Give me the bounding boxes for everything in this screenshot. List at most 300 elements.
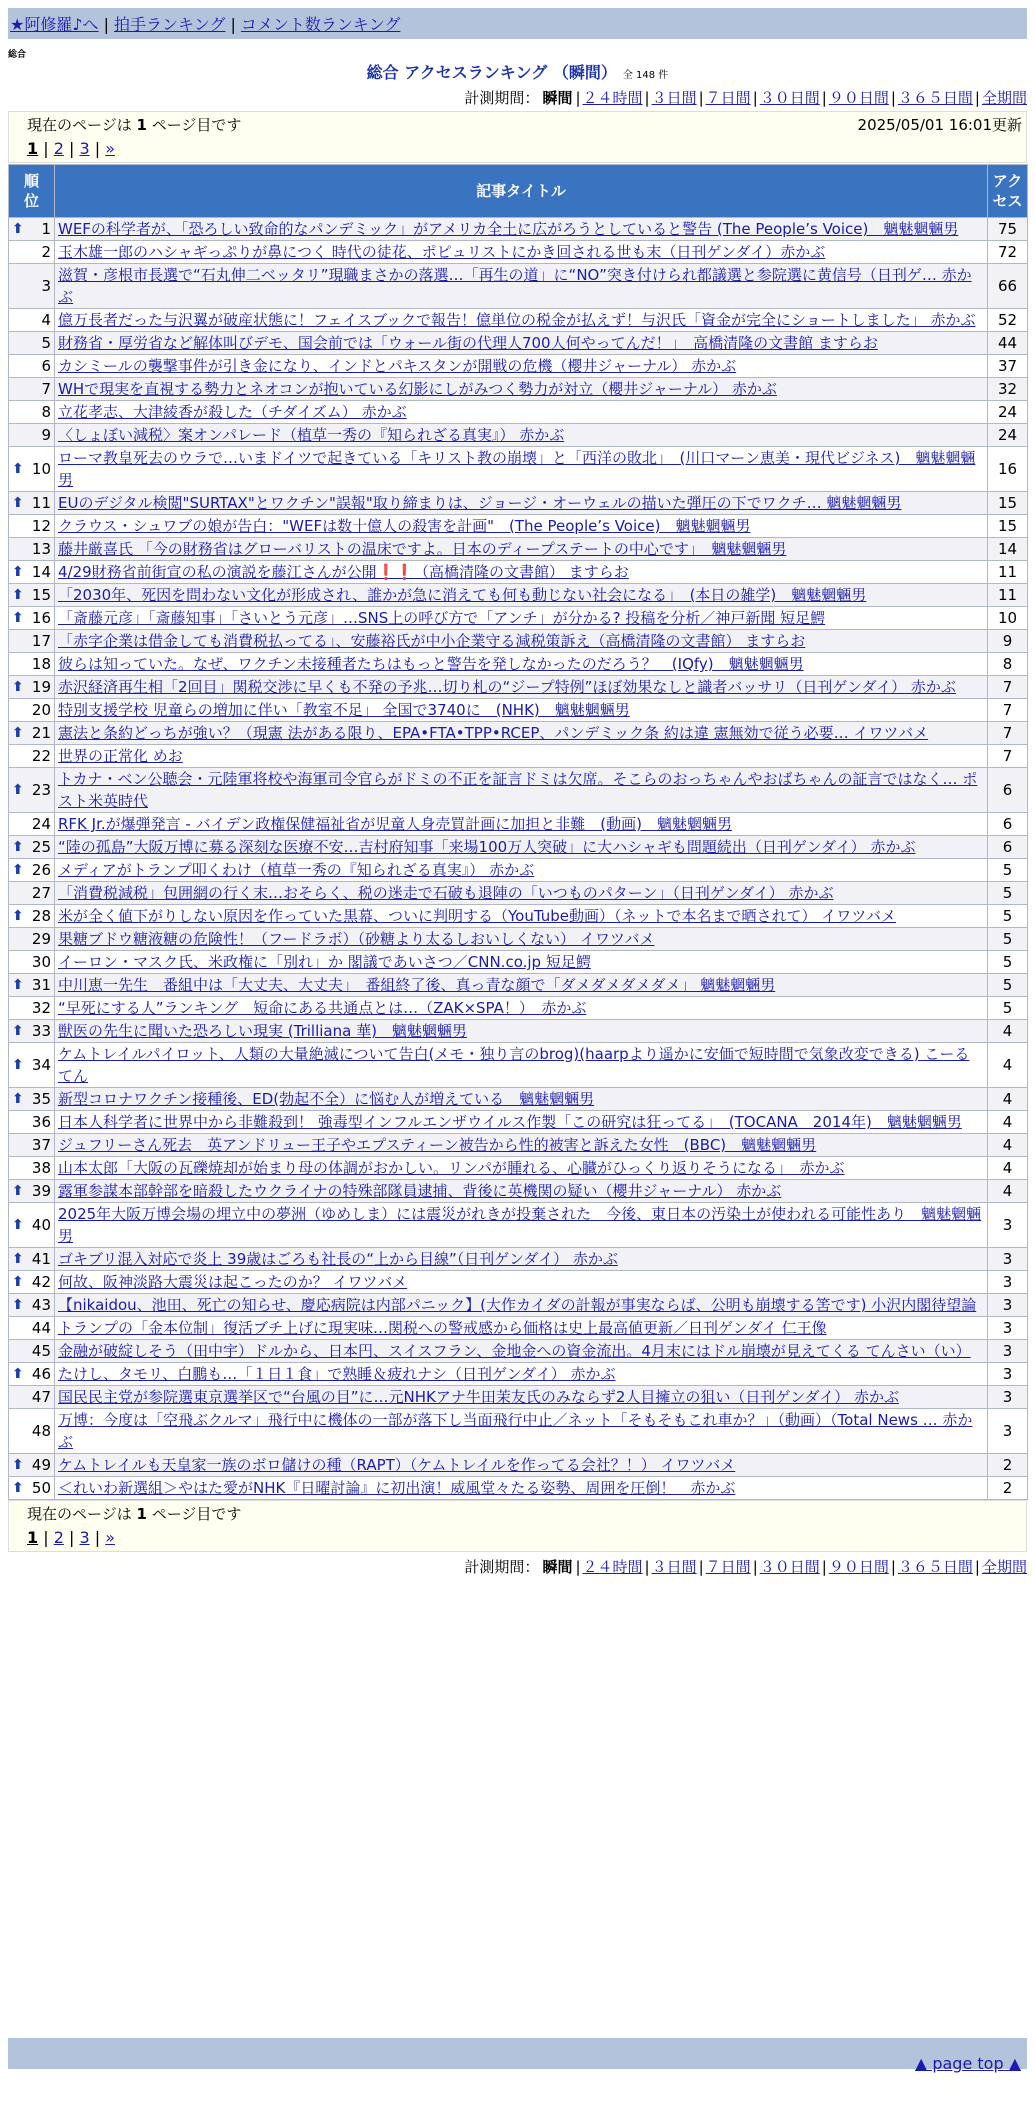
table-row <box>9 997 1028 1020</box>
table-row <box>9 264 1028 309</box>
rank-number: 46 <box>31 1365 51 1383</box>
article-link[interactable]: 「赤字企業は借金しても消費税払ってる」、安藤裕氏が中小企業守る減税策訴え（高橋清隆の文書館） ますらお <box>58 632 806 650</box>
rank-number: 33 <box>31 1022 51 1040</box>
up-arrow-icon: ⬆ <box>12 610 24 626</box>
up-arrow-icon: ⬆ <box>12 839 24 855</box>
title-cell <box>55 1363 988 1386</box>
table-row <box>9 332 1028 355</box>
ranking-title: 総合 アクセスランキング （瞬間） <box>366 63 617 82</box>
access-count: 11 <box>988 561 1028 584</box>
rank-number: 43 <box>31 1296 51 1314</box>
access-count: 5 <box>988 951 1028 974</box>
title-cell <box>55 1088 988 1111</box>
rank-header: 順位 <box>9 165 55 218</box>
rank-number: 21 <box>31 724 51 742</box>
rank-cell <box>9 630 55 653</box>
title-cell <box>55 1454 988 1477</box>
article-link[interactable]: ＜れいわ新選組＞やはた愛がNHK『日曜討論』に初出演！威風堂々たる姿勢、周囲を圧倒！ 赤かぶ <box>58 1479 736 1497</box>
rank-number: 47 <box>31 1388 51 1406</box>
title-cell <box>55 607 988 630</box>
rank-number: 13 <box>31 540 51 558</box>
title-cell <box>55 882 988 905</box>
access-header: アクセス <box>988 165 1028 218</box>
title-cell <box>55 1157 988 1180</box>
access-count: 75 <box>988 218 1028 241</box>
table-row <box>9 1134 1028 1157</box>
rank-cell <box>9 584 55 607</box>
article-link[interactable]: EUのデジタル検閲"SURTAX"とワクチン"誤報"取り締まりは、ジョージ・オーウェルの描いた弾圧の下でワクチ… 魑魅魍魎男 <box>58 494 902 512</box>
table-row <box>9 1111 1028 1134</box>
article-link[interactable]: たけし、タモリ、白鵬も…「１日１食」で熟睡＆疲れナシ（日刊ゲンダイ） 赤かぶ <box>58 1365 616 1383</box>
table-row <box>9 905 1028 928</box>
up-arrow-icon: ⬆ <box>12 461 24 477</box>
rank-number: 8 <box>41 403 51 421</box>
table-row <box>9 951 1028 974</box>
rank-number: 31 <box>31 976 51 994</box>
rank-cell <box>9 401 55 424</box>
article-link[interactable]: 「斎藤元彦」「斎藤知事」「さいとう元彦」…SNS上の呼び方で「アンチ」が分かる? 投稿を分析／神戸新聞 短足鰐 <box>58 609 826 627</box>
footer-bar <box>8 2038 1027 2069</box>
article-link[interactable]: 【nikaidou、池田、死亡の知らせ、慶応病院は内部パニック】(大作カイダの計報が事実ならば、公明も崩壊する筈です) 小沢内閣待望論 <box>58 1296 977 1314</box>
title-cell <box>55 1294 988 1317</box>
table-row <box>9 1043 1028 1088</box>
table-row <box>9 1340 1028 1363</box>
period-link[interactable]: ２４時間 <box>582 89 643 107</box>
page-info-number: 1 <box>136 116 147 134</box>
period-label: 計測期間： <box>464 89 540 107</box>
rank-number: 30 <box>31 953 51 971</box>
table-row <box>9 1477 1028 1500</box>
up-arrow-icon: ⬆ <box>12 782 24 798</box>
article-link[interactable]: 2025年大阪万博会場の埋立中の夢洲（ゆめしま）には震災がれきが投棄された 今後、東日本の汚染土が使われる可能性あり 魑魅魍魎男 <box>58 1205 982 1245</box>
comment-ranking-link[interactable]: コメント数ランキング <box>240 15 401 34</box>
title-cell <box>55 1203 988 1248</box>
title-cell <box>55 1271 988 1294</box>
rank-number: 17 <box>31 632 51 650</box>
pagination: 1 | 2 | 3 | » <box>27 1528 115 1547</box>
up-arrow-icon: ⬆ <box>12 1057 24 1073</box>
rank-cell <box>9 1157 55 1180</box>
rank-cell <box>9 882 55 905</box>
rank-cell <box>9 1134 55 1157</box>
rank-cell <box>9 1409 55 1454</box>
table-row <box>9 1157 1028 1180</box>
access-count: 6 <box>988 813 1028 836</box>
rank-cell <box>9 447 55 492</box>
period-link[interactable]: ３０日間 <box>759 1558 820 1576</box>
rank-number: 32 <box>31 999 51 1017</box>
title-cell <box>55 653 988 676</box>
up-arrow-icon: ⬆ <box>12 908 24 924</box>
page-link[interactable]: 2 <box>53 139 64 158</box>
article-link[interactable]: 果糖ブドウ糖液糖の危険性！（フードラボ）（砂糖より太るしおいしくない） イワツバメ <box>58 930 655 948</box>
rank-cell <box>9 515 55 538</box>
rank-number: 45 <box>31 1342 51 1360</box>
rank-cell <box>9 1477 55 1500</box>
rank-cell <box>9 1111 55 1134</box>
article-link[interactable]: 特別支援学校 児童らの増加に伴い「教室不足」 全国で3740に (NHK) 魑魅魍魎男 <box>58 701 630 719</box>
table-row <box>9 859 1028 882</box>
rank-cell <box>9 1248 55 1271</box>
article-link[interactable]: 新型コロナワクチン接種後、ED(勃起不全）に悩む人が増えている 魑魅魍魎男 <box>58 1090 595 1108</box>
table-row <box>9 355 1028 378</box>
article-link[interactable]: 中川恵一先生 番組中は「大丈夫、大丈夫」 番組終了後、真っ青な顔で「ダメダメダメダメ」 魑魅魍魎男 <box>58 976 776 994</box>
ranking-title-area <box>0 60 1035 83</box>
access-count: 5 <box>988 905 1028 928</box>
period-link[interactable]: 全期間 <box>981 1558 1027 1576</box>
rank-cell <box>9 1020 55 1043</box>
article-link[interactable]: 金融が破綻しそう（田中宇）ドルから、日本円、スイスフラン、金地金への資金流出。4月末にはドル崩壊が見えてくる てんさい（い） <box>58 1342 971 1360</box>
rank-cell <box>9 905 55 928</box>
access-count: 15 <box>988 492 1028 515</box>
up-arrow-icon: ⬆ <box>12 1217 24 1233</box>
rank-cell <box>9 653 55 676</box>
table-row <box>9 218 1028 241</box>
article-link[interactable]: ケムトレイルパイロット、人類の大量絶滅について告白(メモ・独り言のbrog)(haarpより遥かに安価で短時間で気象改変できる) こーるてん <box>58 1045 970 1085</box>
up-arrow-icon: ⬆ <box>12 1457 24 1473</box>
access-count: 8 <box>988 653 1028 676</box>
up-arrow-icon: ⬆ <box>12 1480 24 1496</box>
article-link[interactable]: トカナ・ベン公聴会・元陸軍将校や海軍司令官らがドミの不正を証言ドミは欠席。そこらのおっちゃんやおばちゃんの証言ではなく… ポスト米英時代 <box>58 770 978 810</box>
period-link[interactable]: ３日間 <box>651 1558 697 1576</box>
article-link[interactable]: 藤井厳喜氏 「今の財務省はグローバリストの温床ですよ。日本のディープステートの中心です」 魑魅魍魎男 <box>58 540 787 558</box>
rank-cell <box>9 1386 55 1409</box>
article-link[interactable]: 4/29財務省前街宣の私の演説を藤江さんが公開❗❗（高橋清隆の文書館） ますらお <box>58 563 629 581</box>
period-link[interactable]: ３０日間 <box>759 89 820 107</box>
rank-number: 2 <box>41 243 51 261</box>
title-cell <box>55 813 988 836</box>
article-link[interactable]: 億万長者だった与沢翼が破産状態に！フェイスブックで報告！億単位の税金が払えず！与沢氏「資金が完全にショートしました」 赤かぶ <box>58 311 976 329</box>
table-row <box>9 1271 1028 1294</box>
rank-number: 29 <box>31 930 51 948</box>
period-link[interactable]: ３６５日間 <box>897 1558 973 1576</box>
article-link[interactable]: カシミールの襲撃事件が引き金になり、インドとパキスタンが開戦の危機（櫻井ジャーナル） 赤かぶ <box>58 357 737 375</box>
rank-cell <box>9 1043 55 1088</box>
title-cell <box>55 768 988 813</box>
rank-number: 37 <box>31 1136 51 1154</box>
rank-cell <box>9 1363 55 1386</box>
page-link[interactable]: 2 <box>53 1528 64 1547</box>
access-count: 5 <box>988 859 1028 882</box>
article-link[interactable]: 露軍参謀本部幹部を暗殺したウクライナの特殊部隊員逮捕、背後に英機関の疑い（櫻井ジャーナル） 赤かぶ <box>58 1182 782 1200</box>
article-link[interactable]: 立花孝志、大津綾香が殺した（チダイズム） 赤かぶ <box>58 403 407 421</box>
rank-number: 44 <box>31 1319 51 1337</box>
table-row <box>9 492 1028 515</box>
title-cell <box>55 905 988 928</box>
title-cell <box>55 722 988 745</box>
up-arrow-icon: ⬆ <box>12 1366 24 1382</box>
table-row <box>9 241 1028 264</box>
access-count: 44 <box>988 332 1028 355</box>
table-row <box>9 1203 1028 1248</box>
rank-number: 16 <box>31 609 51 627</box>
table-row <box>9 1386 1028 1409</box>
rank-number: 1 <box>41 220 51 238</box>
rank-number: 50 <box>31 1479 51 1497</box>
rank-cell <box>9 745 55 768</box>
top-nav-bar <box>8 8 1027 39</box>
page-link[interactable]: 3 <box>79 1528 90 1547</box>
article-link[interactable]: 獣医の先生に聞いた恐ろしい現実 (Trilliana 華) 魑魅魍魎男 <box>58 1022 467 1040</box>
page-current: 1 <box>27 1528 39 1547</box>
page-info-bottom <box>8 1500 1027 1552</box>
rank-number: 22 <box>31 747 51 765</box>
rank-number: 49 <box>31 1456 51 1474</box>
access-count: 9 <box>988 630 1028 653</box>
article-link[interactable]: WEFの科学者が、「恐ろしい致命的なパンデミック」がアメリカ全土に広がろうとしていると警告 (The People’s Voice) 魑魅魍魎男 <box>58 220 959 238</box>
title-cell <box>55 974 988 997</box>
up-arrow-icon: ⬆ <box>12 1297 24 1313</box>
clap-ranking-link[interactable]: 拍手ランキング <box>113 15 226 34</box>
article-link[interactable]: メディアがトランプ叩くわけ（植草一秀の『知られざる真実』） 赤かぶ <box>58 861 535 879</box>
access-count: 5 <box>988 882 1028 905</box>
article-link[interactable]: 「消費税減税」包囲網の行く末…おそらく、税の迷走で石破も退陣の「いつものパターン」（日刊ゲンダイ） 赤かぶ <box>58 884 834 902</box>
access-count: 10 <box>988 607 1028 630</box>
next-page-link[interactable]: » <box>105 1528 115 1547</box>
title-cell <box>55 1020 988 1043</box>
rank-cell <box>9 1271 55 1294</box>
article-link[interactable]: ローマ教皇死去のウラで…いまドイツで起きている「キリスト教の崩壊」と「西洋の敗北」 (川口マーン恵美・現代ビジネス) 魑魅魍魎男 <box>58 449 976 489</box>
page-info-text <box>27 1503 1008 1524</box>
access-count: 3 <box>988 1386 1028 1409</box>
period-link[interactable]: ３６５日間 <box>897 89 973 107</box>
period-link[interactable]: ７日間 <box>705 1558 751 1576</box>
up-arrow-icon: ⬆ <box>12 1274 24 1290</box>
article-link[interactable]: 山本太郎「大阪の瓦礫焼却が始まり母の体調がおかしい。リンパが腫れる、心臓がひっくり返りそうになる」 赤かぶ <box>58 1159 845 1177</box>
page-info-number: 1 <box>136 1505 147 1523</box>
title-cell <box>55 584 988 607</box>
article-link[interactable]: RFK Jr.が爆弾発言 - バイデン政権保健福祉省が児童人身売買計画に加担と非難 (動画) 魑魅魍魎男 <box>58 815 732 833</box>
title-cell <box>55 928 988 951</box>
title-cell <box>55 561 988 584</box>
access-count: 3 <box>988 1203 1028 1248</box>
article-link[interactable]: “陸の孤島”大阪万博に募る深刻な医療不安…吉村府知事「来場100万人突破」に大ハシャギも問題続出（日刊ゲンダイ） 赤かぶ <box>58 838 916 856</box>
nav-separator: | <box>103 15 109 34</box>
access-count: 52 <box>988 309 1028 332</box>
up-arrow-icon: ⬆ <box>12 564 24 580</box>
article-link[interactable]: 万博：今度は「空飛ぶクルマ」飛行中に機体の一部が落下し当面飛行中止／ネット「そもそもこれ車か？」（動画）（Total News … 赤かぶ <box>58 1411 973 1451</box>
rank-number: 24 <box>31 815 51 833</box>
rank-cell <box>9 309 55 332</box>
article-link[interactable]: ケムトレイルも天皇家一族のボロ儲けの種（RAPT）（ケムトレイルを作ってる会社？！） イワツバメ <box>58 1456 736 1474</box>
period-current: 瞬間 <box>542 1558 573 1576</box>
article-link[interactable]: 憲法と条約どっちが強い？（現憲 法がある限り、EPA•FTA•TPP•RCEP、パンデミック条 約は違 憲無効で従う必要… イワツバメ <box>58 724 929 742</box>
rank-cell <box>9 1203 55 1248</box>
access-count: 32 <box>988 378 1028 401</box>
access-count: 16 <box>988 447 1028 492</box>
table-row <box>9 1180 1028 1203</box>
table-row <box>9 1363 1028 1386</box>
table-row <box>9 584 1028 607</box>
access-count: 3 <box>988 1363 1028 1386</box>
title-cell <box>55 332 988 355</box>
table-row <box>9 1020 1028 1043</box>
period-link[interactable]: 全期間 <box>981 89 1027 107</box>
access-count: 4 <box>988 1134 1028 1157</box>
article-link[interactable]: 米が全く値下がりしない原因を作っていた黒幕、ついに判明する（YouTube動画）（ネットで本名まで晒されて） イワツバメ <box>58 907 896 925</box>
period-selector-top: 計測期間： 瞬間 | ２４時間 | ３日間 | ７日間 | ３０日間 | ９０日間 | ３６５日間 | 全期間 <box>464 89 1027 107</box>
rank-number: 42 <box>31 1273 51 1291</box>
rank-cell <box>9 997 55 1020</box>
rank-number: 20 <box>31 701 51 719</box>
article-link[interactable]: イーロン・マスク氏、米政権に「別れ」か 閣議であいさつ／CNN.co.jp 短足鰐 <box>58 953 591 971</box>
rank-number: 28 <box>31 907 51 925</box>
title-cell <box>55 1386 988 1409</box>
access-count: 4 <box>988 1088 1028 1111</box>
page-link[interactable]: 3 <box>79 139 90 158</box>
access-count: 4 <box>988 1180 1028 1203</box>
title-cell <box>55 264 988 309</box>
up-arrow-icon: ⬆ <box>12 221 24 237</box>
rank-cell <box>9 676 55 699</box>
rank-cell <box>9 699 55 722</box>
access-count: 5 <box>988 997 1028 1020</box>
rank-cell <box>9 1180 55 1203</box>
page-top-link[interactable]: ▲ page top ▲ <box>914 2054 1021 2073</box>
access-count: 7 <box>988 722 1028 745</box>
table-row <box>9 1248 1028 1271</box>
up-arrow-icon: ⬆ <box>12 725 24 741</box>
article-link[interactable]: ジュフリーさん死去 英アンドリュー王子やエプスティーン被告から性的被害と訴えた女性 (BBC) 魑魅魍魎男 <box>58 1136 817 1154</box>
title-cell <box>55 424 988 447</box>
table-row <box>9 607 1028 630</box>
access-count: 37 <box>988 355 1028 378</box>
rank-cell <box>9 974 55 997</box>
rank-number: 7 <box>41 380 51 398</box>
home-link[interactable]: ★阿修羅♪へ <box>10 15 99 34</box>
rank-cell <box>9 332 55 355</box>
rank-cell <box>9 1340 55 1363</box>
access-count: 4 <box>988 1043 1028 1088</box>
updated-timestamp: 2025/05/01 16:01更新 <box>857 116 1022 134</box>
rank-number: 26 <box>31 861 51 879</box>
up-arrow-icon: ⬆ <box>12 1091 24 1107</box>
article-link[interactable]: 国民民主党が参院選東京選挙区で“台風の目”に…元NHKアナ牛田茉友氏のみならず2人目擁立の狙い（日刊ゲンダイ） 赤かぶ <box>58 1388 899 1406</box>
period-link[interactable]: ３日間 <box>651 89 697 107</box>
title-cell <box>55 630 988 653</box>
access-count: 4 <box>988 1157 1028 1180</box>
article-link[interactable]: 日本人科学者に世界中から非難殺到！ 強毒型インフルエンザウイルス作製「この研究は狂ってる」 (TOCANA 2014年) 魑魅魍魎男 <box>58 1113 962 1131</box>
access-count: 72 <box>988 241 1028 264</box>
rank-number: 19 <box>31 678 51 696</box>
article-link[interactable]: WHで現実を直視する勢力とネオコンが抱いている幻影にしがみつく勢力が対立（櫻井ジャーナル） 赤かぶ <box>58 380 777 398</box>
article-link[interactable]: 玉木雄一郎のハシャギっぷりが鼻につく 時代の徒花、ポピュリストにかき回される世も末（日刊ゲンダイ）赤かぶ <box>58 243 826 261</box>
title-cell <box>55 1134 988 1157</box>
rank-number: 48 <box>31 1422 51 1440</box>
item-count: 全 148 件 <box>622 70 669 81</box>
period-link[interactable]: ９０日間 <box>828 1558 889 1576</box>
access-count: 66 <box>988 264 1028 309</box>
table-row <box>9 1088 1028 1111</box>
article-link[interactable]: ゴキブリ混入対応で炎上 39歳はごろも社長の“上から目線”（日刊ゲンダイ） 赤かぶ <box>58 1250 618 1268</box>
title-cell <box>55 447 988 492</box>
article-link[interactable]: “早死にする人”ランキング 短命にある共通点とは…（ZAK×SPA！） 赤かぶ <box>58 999 587 1017</box>
article-link[interactable]: 赤沢経済再生相「2回目」関税交渉に早くも不発の予兆…切り札の“ジープ特例”ほぼ効果なしと識者バッサリ（日刊ゲンダイ） 赤かぶ <box>58 678 956 696</box>
title-cell <box>55 859 988 882</box>
article-link[interactable]: 何故、阪神淡路大震災は起こったのか？ イワツバメ <box>58 1273 408 1291</box>
table-header <box>9 165 1028 218</box>
table-row <box>9 722 1028 745</box>
up-arrow-icon: ⬆ <box>12 1023 24 1039</box>
article-link[interactable]: 世界の正常化 めお <box>58 747 183 765</box>
rank-number: 41 <box>31 1250 51 1268</box>
rank-number: 36 <box>31 1113 51 1131</box>
page-info-prefix: 現在のページは <box>27 116 132 134</box>
page-info-suffix: ページ目です <box>151 116 242 134</box>
table-row <box>9 836 1028 859</box>
pagination: 1 | 2 | 3 | » <box>27 139 115 158</box>
table-row <box>9 1294 1028 1317</box>
article-link[interactable]: 滋賀・彦根市長選で“石丸伸二ベッタリ”現職まさかの落選…「再生の道」に“NO”突き付けられ都議選と参院選に黄信号（日刊ゲ… 赤かぶ <box>58 266 972 306</box>
rank-number: 6 <box>41 357 51 375</box>
rank-number: 39 <box>31 1182 51 1200</box>
rank-number: 38 <box>31 1159 51 1177</box>
title-cell <box>55 1043 988 1088</box>
next-page-link[interactable]: » <box>105 139 115 158</box>
title-cell <box>55 1248 988 1271</box>
rank-cell <box>9 561 55 584</box>
title-cell <box>55 836 988 859</box>
article-link[interactable]: クラウス・シュワブの娘が告白："WEFは数十億人の殺害を計画" (The People’s Voice) 魑魅魍魎男 <box>58 517 751 535</box>
title-cell <box>55 401 988 424</box>
table-row <box>9 676 1028 699</box>
rank-cell <box>9 218 55 241</box>
access-count: 5 <box>988 928 1028 951</box>
access-count: 2 <box>988 1477 1028 1500</box>
access-count: 24 <box>988 401 1028 424</box>
access-count: 6 <box>988 768 1028 813</box>
table-row <box>9 699 1028 722</box>
article-link[interactable]: 〈しょぼい減税〉案オンパレード（植草一秀の『知られざる真実』） 赤かぶ <box>58 426 565 444</box>
table-row <box>9 928 1028 951</box>
rank-number: 11 <box>31 494 51 512</box>
access-count: 15 <box>988 515 1028 538</box>
access-count: 3 <box>988 1248 1028 1271</box>
period-label: 計測期間： <box>464 1558 540 1576</box>
access-count: 3 <box>988 1294 1028 1317</box>
rank-number: 15 <box>31 586 51 604</box>
rank-cell <box>9 492 55 515</box>
article-link[interactable]: 「2030年、死因を問わない文化が形成され、誰かが急に消えても何も動じない社会になる」 (本日の雑学) 魑魅魍魎男 <box>58 586 867 604</box>
up-arrow-icon: ⬆ <box>12 587 24 603</box>
title-header: 記事タイトル <box>55 165 988 218</box>
access-count: 4 <box>988 1020 1028 1043</box>
article-link[interactable]: トランプの「金本位制」復活ブチ上げに現実味…関税への警戒感から価格は史上最高値更新／日刊ゲンダイ 仁王像 <box>58 1319 827 1337</box>
period-link[interactable]: ７日間 <box>705 89 751 107</box>
article-link[interactable]: 彼らは知っていた。なぜ、ワクチン未接種者たちはもっと警告を発しなかったのだろう？ (IQfy) 魑魅魍魎男 <box>58 655 804 673</box>
title-cell <box>55 492 988 515</box>
table-row <box>9 974 1028 997</box>
title-cell <box>55 676 988 699</box>
article-link[interactable]: 財務省・厚労省など解体叫びデモ、国会前では「ウォール街の代理人700人何やってんだ！」 高橋清隆の文書館 ますらお <box>58 334 878 352</box>
rank-number: 9 <box>41 426 51 444</box>
access-count: 3 <box>988 1271 1028 1294</box>
title-cell <box>55 515 988 538</box>
period-link[interactable]: ９０日間 <box>828 89 889 107</box>
page-current: 1 <box>27 139 39 158</box>
table-row <box>9 813 1028 836</box>
access-count: 6 <box>988 836 1028 859</box>
rank-cell <box>9 1294 55 1317</box>
table-row <box>9 653 1028 676</box>
access-count: 3 <box>988 1317 1028 1340</box>
access-count: 4 <box>988 1111 1028 1134</box>
rank-cell <box>9 836 55 859</box>
ranking-table <box>8 164 1028 1500</box>
rank-number: 4 <box>41 311 51 329</box>
period-link[interactable]: ２４時間 <box>582 1558 643 1576</box>
rank-cell <box>9 951 55 974</box>
